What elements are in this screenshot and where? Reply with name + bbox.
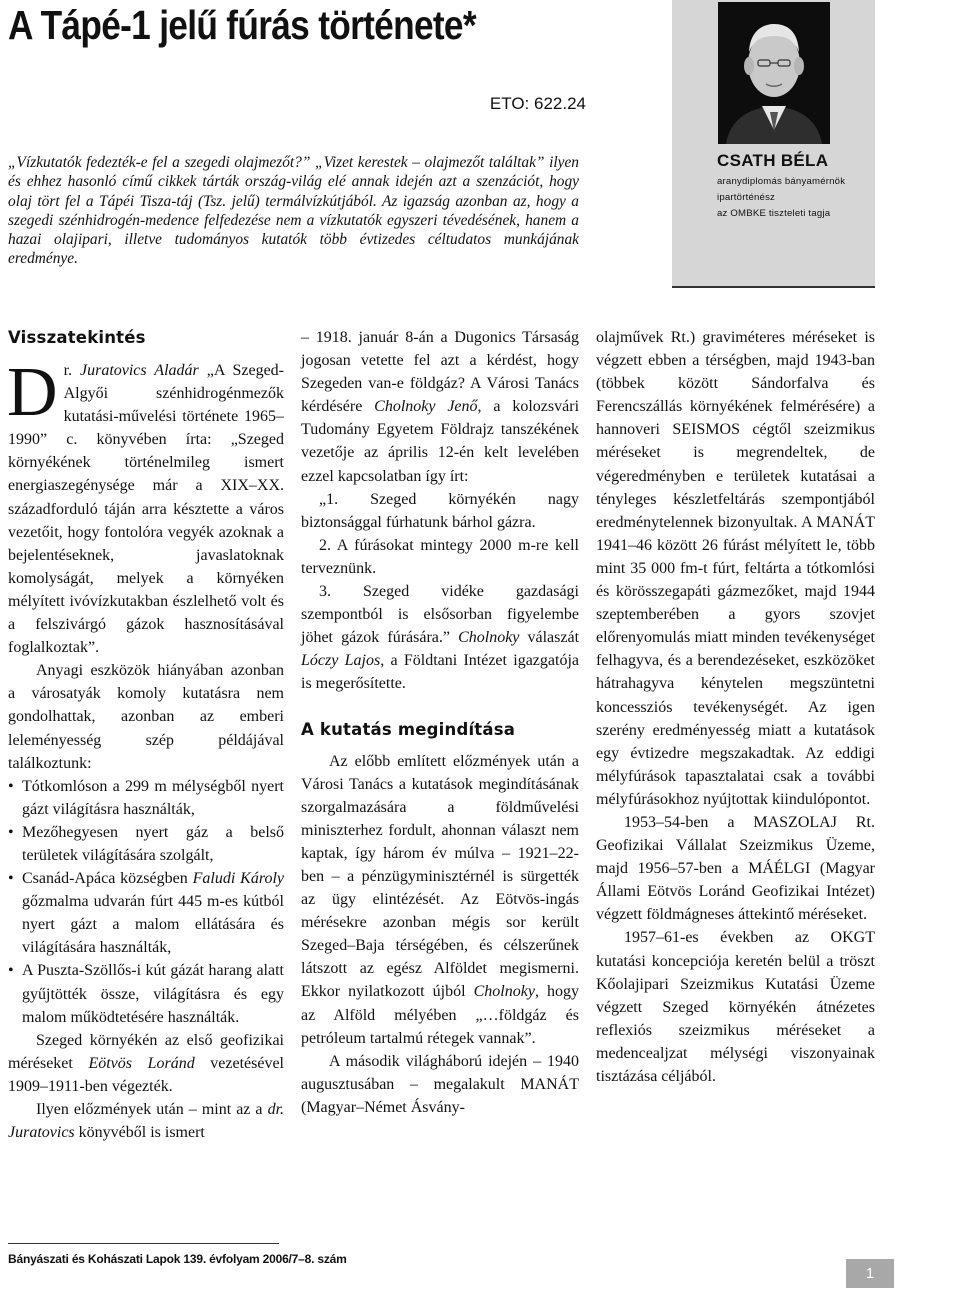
paragraph: Anyagi eszközök hiányában azonban a városatyák komoly kutatásra nem gondolhattak, azonban az emberi leleményesség szép példájával találkoztunk: (8, 662, 284, 772)
journal-footer: Bányászati és Kohászati Lapok 139. évfolyam 2006/7–8. szám (8, 1252, 347, 1266)
list-item: • Tótkomlóson a 299 m mélységből nyert gázt világításra használták, (8, 775, 284, 821)
section-heading-visszatekintes: Visszatekintés (8, 328, 146, 347)
abstract-sentence-1: „Vízkutatók fedezték-e fel a szegedi olajmezőt?” „Vizet kerestek – olajmezőt találtak” ilyen és ehhez hasonló című cikkek tárták ország-világ elé annak idején azt a szenzációt, hogy olaj tört fel a Tápéi Tisza-táj (Tsz. jelű) termálvízkútjából. (8, 154, 579, 210)
author-photo (718, 2, 830, 144)
author-box (672, 0, 875, 288)
person-name: Faludi Károly (192, 870, 285, 888)
paragraph (8, 1098, 284, 1144)
article-abstract (8, 153, 579, 269)
text: Szeged környékén az első geofizikai méréseket (8, 1031, 284, 1072)
quote-item (301, 580, 579, 695)
person-name: Cholnoky (473, 983, 535, 1001)
quote-item: 2. A fúrásokat mintegy 2000 m-re kell terveznünk. (301, 536, 579, 577)
list-item (8, 867, 284, 959)
paragraph: 1957–61-es években az OKGT kutatási koncepciója keretén belül a tröszt Kőolajipari Szeizmikus Kutatási Üzeme végzett Szeged környékén átnézetes reflexiós szeizmikus méréseket a medencealjzat mélységi viszonyainak tisztázása céljából. (596, 929, 875, 1085)
text: gőzmalma udvarán fúrt 445 m-es kútból nyert gázt a malom ellátására és világítására használták, (22, 893, 284, 957)
person-name: Juratovics Aladár (79, 362, 199, 379)
text: 3. Szeged vidéke gazdasági szempontból is elsősorban figyelembe jöhet gázok fúrására.” (301, 583, 579, 647)
bullet-list (8, 775, 284, 1029)
paragraph: olajművek Rt.) graviméteres méréseket is végzett ebben a térségben, majd 1943-ban (többek között Sándorfalva és Ferencszállás környékének felmérésére) a hannoveri SEISMOS cégtől szeizmikus méréseket is megrendeltek, de végeredményben e területek kutatásai a tényleges készletfeltárás szempontjából eredménytelennek bizonyultak. A MANÁT 1941–46 között 26 fúrást mélyített le, több mint 35 000 fm-t fúrt, feltárta a tótkomlósi és körösszegapáti gázmezőket, majd 1944 szeptemberében a gyors szovjet előrenyomulás miatt minden tevékenységet felhagyva, és a berendezéseket, eszközöket hátrahagyva kénytelen megszüntetni koncessziós tevékenységét. Az igen szerény eredményesség miatt a kutatások egy évtizedre megszakadtak. Az eddigi mélyfúrások tapasztalatai csak a további mélyfúrásokhoz nyújtottak kiindulópontot. (596, 329, 875, 808)
text: – 1918. január 8-án a Dugonics Társaság jogosan vetette fel azt a kérdést, hogy Szegeden van-e földgáz? A Városi Tanács kérdésére (301, 329, 579, 416)
person-name: Cholnoky Jenő (374, 398, 478, 416)
text: , a Földtani Intézet igazgatója is megerősítette. (301, 652, 580, 693)
text: , a kolozsvári Tudomány Egyetem Földrajz tanszékének vezetője az április 12-én kelt levelében ezzel kapcsolatban így írt: (301, 398, 580, 485)
page-number: 1 (846, 1259, 894, 1288)
abstract-sentence-2: Az igazság azonban az, hogy a szegedi szénhidrogén-medence felfedezése nem a vízkutatók egyszeri tévedésének, hanem a hazai olajipari, illetve tudományos kutatók több évtizedes céltudatos munkájának eredménye. (8, 192, 580, 268)
column-2 (301, 326, 579, 1119)
text: „A Szeged-Algyői szénhidrogénmezők kutatási-művelési története 1965–1990” c. könyvében írta: „Szeged környékének történelmileg ismert energiaszegénysége már a XIX–XX. századforduló táján arra késztette a város vezetőit, hogy fontolóra vegyék azoknak a bejelentéseknek, javaslatoknak komolyságát, melyek a környéken mélyített ivóvízkutakban észlelhető volt és a felszivárgó gázok hasznosításával foglalkoztak”. (8, 362, 285, 657)
text: , hogy az Alföld mélyében „…földgáz és petróleum tartalmú rétegek vannak”. (301, 983, 579, 1047)
article-title: A Tápé-1 jelű fúrás története* (8, 2, 476, 48)
author-title-3: az OMBKE tiszteleti tagja (717, 208, 831, 219)
text: Ilyen előzmények után – mint az a (36, 1101, 263, 1118)
paragraph (301, 750, 579, 1050)
text: válaszát (527, 629, 580, 647)
text: vezetésével 1909–1911-ben végezték. (8, 1054, 284, 1095)
column-3 (596, 326, 875, 1088)
list-item: • Mezőhegyesen nyert gáz a belső területek világítására szolgált, (8, 821, 284, 867)
paragraph: A második világháború idején – 1940 augusztusában – megalakult MANÁT (Magyar–Német Ásvány- (301, 1052, 579, 1116)
section-heading-kutatas: A kutatás megindítása (301, 719, 516, 739)
person-name: Eötvös Loránd (88, 1054, 195, 1072)
column-1 (8, 326, 284, 1144)
eto-code: ETO: 622.24 (489, 94, 586, 113)
person-name: Cholnoky (458, 629, 520, 647)
text: Csanád-Apáca községben (22, 870, 188, 888)
person-name: dr. Juratovics (8, 1101, 285, 1142)
paragraph (8, 1029, 284, 1098)
paragraph (301, 326, 579, 488)
list-item: • A Puszta-Szöllős-i kút gázát harang alatt gyűjtötték össze, világításra és egy malom működtetésére használták. (8, 959, 284, 1028)
text: Az előbb említett előzmények után a Városi Tanács a kutatások megindításának szorgalmazására a földművelési miniszterhez fordult, ahonnan választ nem kaptak, így három év múlva – 1921–22-ben – a pénzügyminisztérnél is sürgették az ügy elintézését. Az Eötvös-ingás mérésekre azonban mégis sor került Szeged–Baja térségében, és célszerűnek látszott az egész Alföldet megismerni. Ekkor nyilatkozott újból (301, 752, 579, 1001)
text: könyvéből is ismert (78, 1124, 205, 1142)
paragraph (7, 354, 285, 659)
paragraph: 1953–54-ben a MASZOLAJ Rt. Geofizikai Vállalat Szeizmikus Üzeme, majd 1956–57-ben a MÁÉLGI (Magyar Állami Eötvös Loránd Geofizikai Intézet) végzett földmágneses áttekintő méréseket. (596, 813, 875, 924)
drop-cap: D (7, 354, 58, 431)
person-name: Lóczy Lajos (301, 652, 381, 670)
quote-item: „1. Szeged környékén nagy biztonsággal fúrhatunk bárhol gázra. (301, 490, 579, 531)
author-title-1: aranydiplomás bányamérnök (717, 176, 846, 187)
footer-divider (8, 1243, 279, 1244)
text: r. (63, 362, 73, 379)
author-title-2: ipartörténész (717, 192, 776, 203)
author-name: CSATH BÉLA (717, 151, 829, 170)
